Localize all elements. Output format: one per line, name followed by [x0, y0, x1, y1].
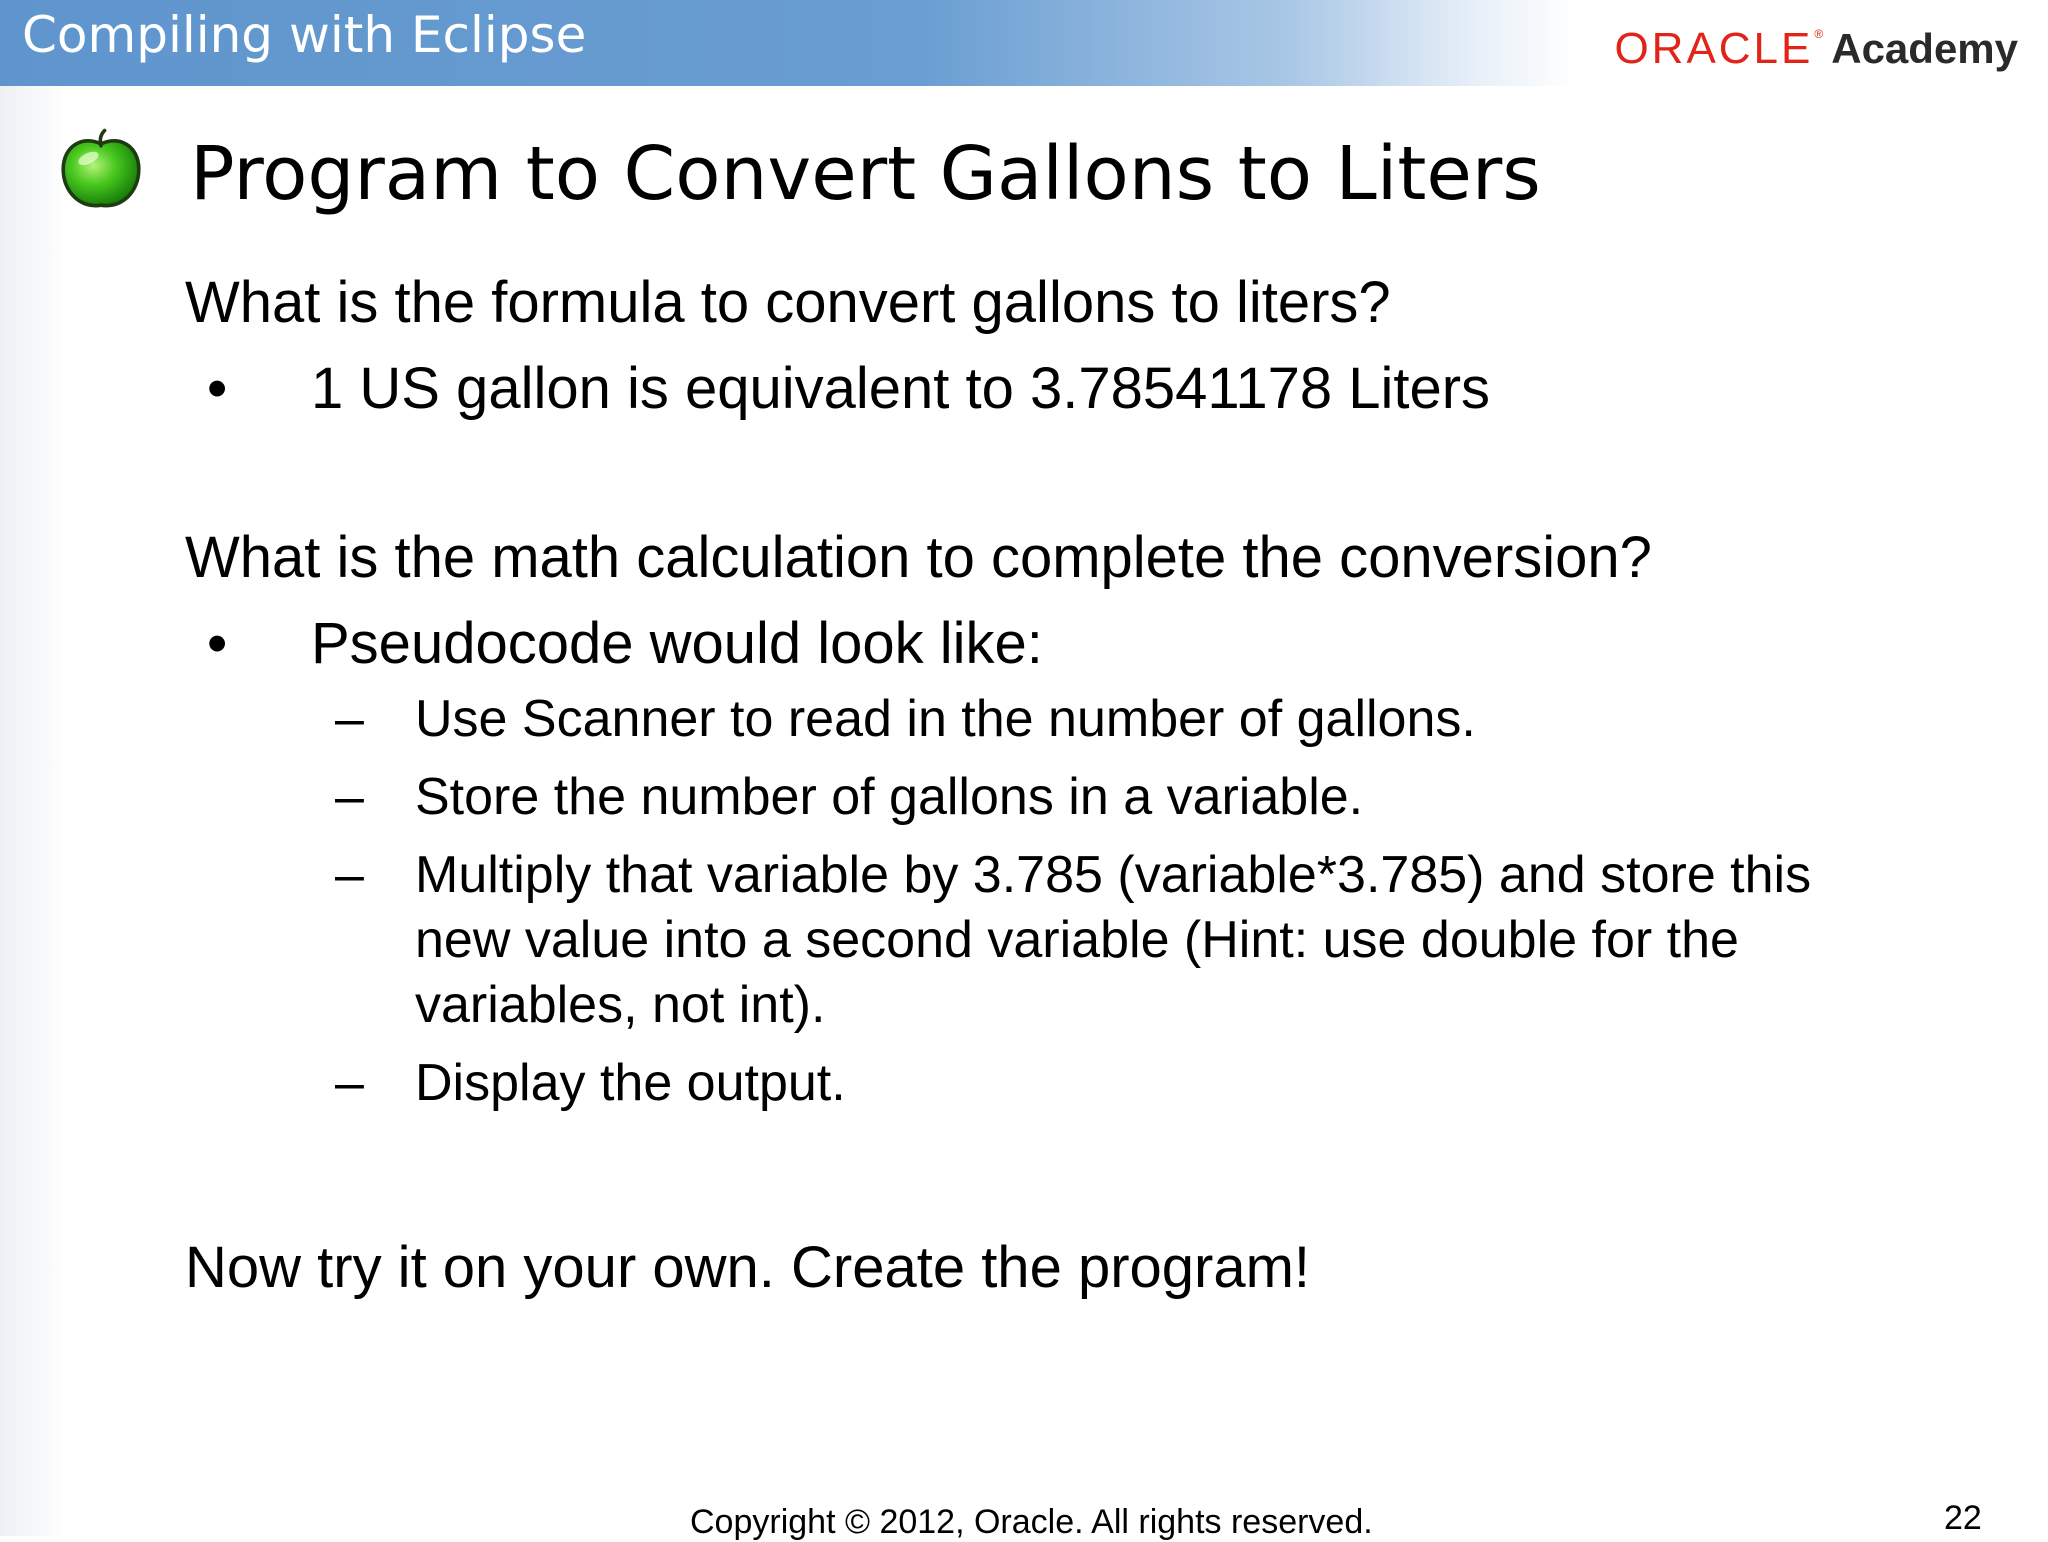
- sub-bullet-text: Store the number of gallons in a variable.: [415, 768, 1364, 826]
- bullet-marker: •: [207, 356, 228, 421]
- sub-bullet-text: Display the output.: [415, 1054, 846, 1112]
- sub-bullet-item: [185, 687, 1815, 752]
- green-apple-icon: [56, 126, 146, 216]
- sub-bullet-item: [185, 765, 1815, 830]
- section-title: Compiling with Eclipse: [22, 6, 587, 64]
- logo-product-text: Academy: [1831, 25, 2018, 72]
- sub-bullet-marker: –: [335, 846, 364, 904]
- bullet-item: [185, 346, 1885, 432]
- question-formula: What is the formula to convert gallons to liters?: [185, 270, 1391, 335]
- sub-bullet-marker: –: [335, 1054, 364, 1112]
- bullet-text: 1 US gallon is equivalent to 3.78541178 Liters: [311, 356, 1491, 421]
- page-title: Program to Convert Gallons to Liters: [190, 131, 1541, 217]
- header-band: [0, 0, 2048, 86]
- bullet-text: Pseudocode would look like:: [311, 611, 1043, 676]
- oracle-academy-logo: [1614, 24, 2018, 74]
- sub-bullet-text: Multiply that variable by 3.785 (variable*3.785) and store this new value into a second variable (Hint: use double for the variables, not int).: [415, 846, 1812, 1034]
- page-number: 22: [1944, 1499, 1982, 1537]
- sub-bullet-item: [185, 1051, 1815, 1116]
- slide-body: [185, 260, 1885, 1311]
- question-calculation: What is the math calculation to complete the conversion?: [185, 525, 1652, 590]
- sub-bullet-marker: –: [335, 690, 364, 748]
- sub-bullet-item: [185, 843, 1815, 1038]
- bullet-item: [185, 601, 1885, 687]
- bullet-marker: •: [207, 611, 228, 676]
- logo-registered-mark: ®: [1814, 27, 1824, 41]
- copyright-notice: Copyright © 2012, Oracle. All rights reserved.: [690, 1503, 1373, 1541]
- left-margin-shade: [0, 86, 70, 1536]
- closing-instruction: Now try it on your own. Create the program!: [185, 1235, 1311, 1300]
- sub-bullet-marker: –: [335, 768, 364, 826]
- sub-bullet-text: Use Scanner to read in the number of gallons.: [415, 690, 1476, 748]
- logo-brand-text: ORACLE: [1614, 24, 1814, 73]
